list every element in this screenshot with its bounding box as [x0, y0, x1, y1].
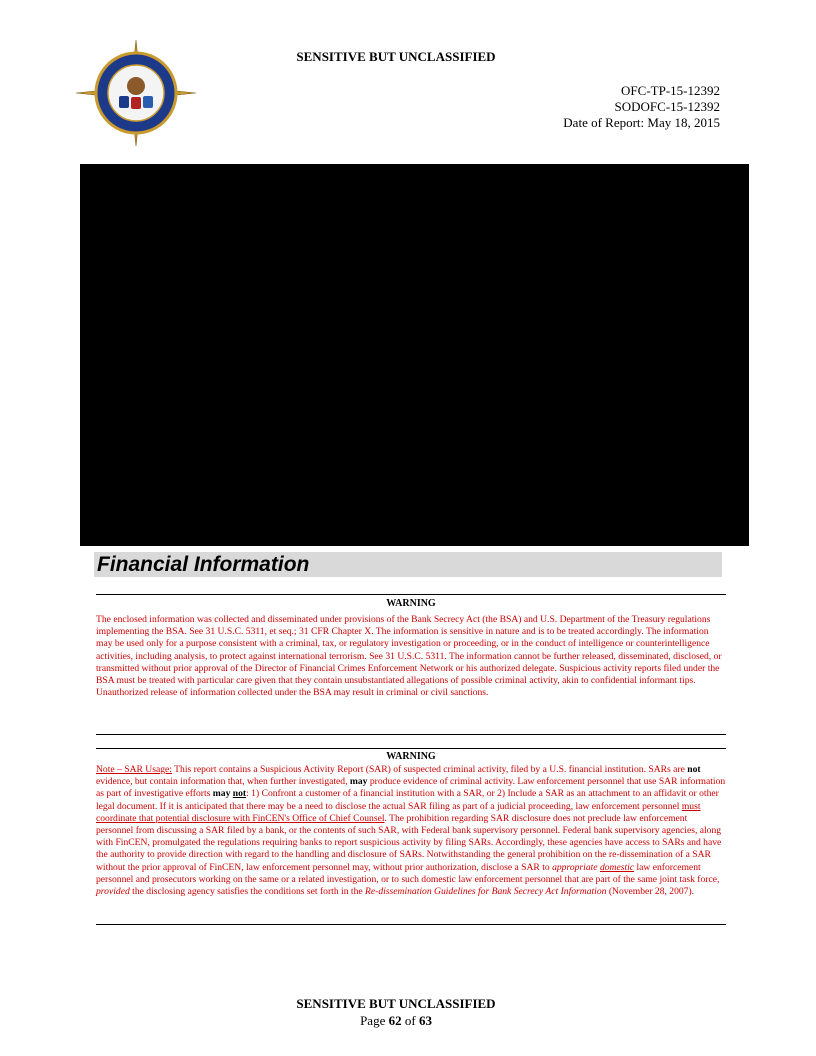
page-total: 63	[418, 1013, 432, 1028]
page-current: 62	[388, 1013, 402, 1028]
report-date: Date of Report: May 18, 2015	[563, 115, 720, 130]
guidelines-title: Re-dissemination Guidelines for Bank Secrecy Act Information	[365, 886, 607, 898]
warning1-bottom-rule	[96, 734, 726, 735]
warning2-top-rule	[96, 748, 726, 749]
warning1-top-rule	[96, 594, 726, 595]
report-number-sodofc: SODOFC-15-12392	[614, 99, 720, 114]
warning2-body-text: Note – SAR Usage: This report contains a Suspicious Activity Report (SAR) of suspected criminal activity, filed by a U.S. financial institution. SARs are not evidence, but contain information that, when further investigated, may produce evidence of criminal activity. Law enforcement personnel that use SAR information as part of investigative efforts may not: 1) Confront a customer of a financial institution with a SAR, or 2) Include a SAR as an attachment to an affidavit or other legal document. If it is anticipated that there may be a need to disclose the actual SAR filing as part of a judicial proceeding, law enforcement personnel must coordinate that potential disclosure with FinCEN's Office of Chief Counsel. The prohibition regarding SAR disclosure does not preclude law enforcement personnel from discussing a SAR filed by a bank, or the contents of such SAR, with Federal bank supervisory personnel. Federal bank supervisory agencies, along with FinCEN, promulgated the regulations requiring banks to report suspicious activity by filing SARs. Accordingly, these agencies have access to SARs and have the authority to provide direction with regard to the handling and disclosure of SARs. Notwithstanding the general prohibition on the re-dissemination of a SAR without the prior approval of FinCEN, law enforcement personnel may, without prior authorization, disclose a SAR to appropriate domestic law enforcement personnel and prosecutors working on the same or a related investigation, or to such domestic law enforcement personnel that are part of the same joint task force, provided the disclosing agency satisfies the conditions set forth in the Re-dissemination Guidelines for Bank Secrecy Act Information (November 28, 2007).	[96, 764, 726, 898]
report-number-ofc: OFC-TP-15-12392	[621, 83, 720, 98]
classification-banner-top: SENSITIVE BUT UNCLASSIFIED	[296, 49, 496, 64]
warning2-bottom-rule	[96, 924, 726, 925]
warning1-body-text: The enclosed information was collected and disseminated under provisions of the Bank Secrecy Act (the BSA) and U.S. Department of the Treasury regulations implementing the BSA. See 31 U.S.C. 5311, et seq.; 31 CFR Chapter X. The information is sensitive in nature and is to be treated accordingly. The information may be used only for a purpose consistent with a criminal, tax, or regulatory investigation or proceeding, or in the conduct of intelligence or counterintelligence activities, including analysis, to protect against international terrorism. See 31 U.S.C. 5311. The information cannot be further released, disseminated, disclosed, or transmitted without prior approval of the Director of Financial Crimes Enforcement Network or his authorized delegate. Suspicious activity reports filed under the BSA must be treated with particular care given that they contain unsubstantiated allegations of possible criminal activity, akin to confidential informant tips. Unauthorized release of information collected under the BSA may result in criminal or civil sanctions.	[96, 614, 722, 699]
emphasis-may: may	[349, 776, 368, 788]
fusion-center-seal-logo	[72, 38, 200, 148]
redacted-block	[80, 164, 749, 546]
classification-banner-bottom: SENSITIVE BUT UNCLASSIFIED	[296, 996, 496, 1011]
emphasis-domestic: domestic	[599, 861, 635, 873]
coordinate-fincen-text: must coordinate that potential disclosure with FinCEN's Office of Chief Counsel	[96, 800, 701, 824]
page-number: Page 62 of 63	[360, 1013, 432, 1028]
emphasis-not: not	[687, 764, 701, 775]
warning2-body	[96, 764, 726, 898]
section-title-financial-information: Financial Information	[94, 552, 722, 577]
warning1-title: WARNING	[386, 598, 436, 609]
report-reference-block	[563, 83, 720, 131]
warning1-body	[96, 614, 726, 699]
emphasis-provided: provided	[96, 886, 130, 898]
emphasis-may-not: may not	[212, 788, 247, 800]
note-sar-usage-label: Note – SAR Usage:	[96, 764, 172, 775]
warning2-title: WARNING	[386, 751, 436, 762]
emphasis-appropriate: appropriate	[552, 861, 598, 873]
